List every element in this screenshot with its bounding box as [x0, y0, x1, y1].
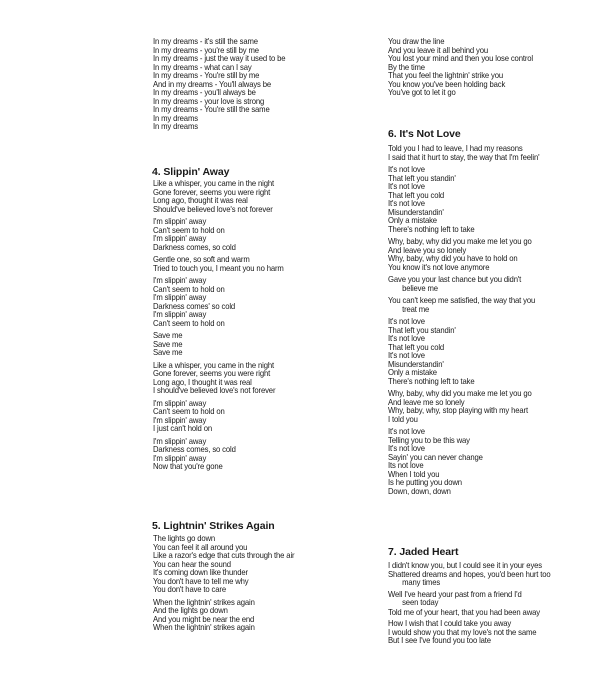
lyric-line: Save me	[153, 331, 183, 340]
stanza	[153, 438, 292, 472]
lyric-line: many times	[402, 578, 441, 587]
lyric-line: In my dreams - you'll always be	[153, 88, 256, 97]
lyric-line: Down, down, down	[388, 486, 451, 496]
stanza	[153, 362, 292, 396]
stanza	[388, 591, 561, 608]
lyric-line: Only a mistake	[388, 216, 437, 225]
lyric-line: Long ago, thought it was real	[153, 196, 248, 205]
lyric-line: Can't seem to hold on	[153, 284, 225, 294]
intro-lyrics	[388, 38, 542, 98]
lyric-line: Gave you your last chance but you didn't	[388, 275, 522, 284]
stanza	[153, 535, 303, 595]
lyric-line: Like a whisper, you came in the night	[153, 360, 274, 370]
lyric-line: And in my dreams - You'll always be	[153, 79, 272, 89]
stanza	[153, 38, 294, 132]
stanza	[388, 428, 549, 496]
lyric-line: You can feel it all around you	[153, 542, 248, 552]
lyric-line: treat me	[402, 304, 430, 314]
lyric-line: Save me	[153, 348, 183, 357]
stanza	[388, 609, 561, 618]
lyric-line: You've got to let it go	[388, 88, 456, 97]
lyric-line: Why, baby, why did you make me let you go	[388, 237, 532, 246]
song-5-lyrics	[153, 535, 303, 633]
lyric-line: Gone forever, seems you were right	[153, 369, 271, 378]
song-6-lyrics	[388, 145, 549, 496]
lyric-line: That left you standin'	[388, 173, 456, 183]
lyric-line: Darkness comes' so cold	[153, 301, 236, 311]
lyric-line: believe me	[402, 283, 438, 293]
song-4-block	[152, 166, 229, 178]
song-title: 4. Slippin' Away	[152, 166, 230, 178]
lyric-line: Told me of your heart, that you had been away	[388, 607, 540, 617]
lyric-line: That you feel the lightnin' strike you	[388, 71, 504, 80]
stanza	[153, 400, 292, 434]
stanza	[388, 238, 549, 272]
lyric-line: I'm slippin' away	[153, 398, 207, 408]
lyric-line: I said that it hurt to stay, the way that I'm feelin'	[388, 152, 540, 162]
lyric-line: The lights go down	[153, 534, 216, 543]
lyric-line: It's not love	[388, 182, 425, 191]
lyric-line: Like a whisper, you came in the night	[153, 179, 274, 188]
lyric-line: By the time	[388, 62, 425, 72]
lyric-line: You don't have to tell me why	[153, 576, 249, 586]
lyric-line: When the lightnin' strikes again	[153, 623, 255, 632]
lyric-line: I'm slippin' away	[153, 415, 207, 425]
lyric-line: In my dreams - what can I say	[153, 62, 252, 72]
stanza	[153, 218, 292, 252]
lyric-line: I should've believed love's not forever	[153, 386, 276, 395]
lyric-line: Like a razor's edge that cuts through the air	[153, 551, 295, 560]
song-title: 6. It's Not Love	[388, 128, 461, 140]
lyric-line: And leave you so lonely	[388, 245, 467, 255]
lyric-line: And you might be near the end	[153, 614, 255, 624]
song-5-block	[152, 520, 275, 532]
lyric-line: I would show you that my love's not the same	[388, 627, 537, 637]
stanza	[153, 599, 303, 633]
lyric-line: When the lightnin' strikes again	[153, 597, 255, 607]
lyric-line: It's not love	[388, 199, 425, 208]
lyric-line: Can't seem to hold on	[153, 225, 225, 235]
lyric-line: I told you	[388, 414, 418, 424]
lyric-line: I'm slippin' away	[153, 217, 207, 226]
stanza	[153, 277, 292, 328]
lyric-line: And the lights go down	[153, 606, 228, 615]
lyric-line: Darkness comes, so cold	[153, 242, 236, 252]
lyric-line: Why, baby, why did you have to hold on	[388, 254, 518, 263]
lyric-line: Is he putting you down	[388, 478, 462, 487]
lyric-line: It's coming down like thunder	[153, 568, 248, 577]
lyric-line: In my dreams - You're still the same	[153, 105, 270, 114]
lyric-line: You can't keep me satisfied, the way that you	[388, 296, 536, 305]
lyric-line: You can hear the sound	[153, 559, 231, 569]
lyric-line: Only a mistake	[388, 368, 437, 377]
lyric-line: In my dreams - just the way it used to be	[153, 54, 286, 63]
lyric-line: How I wish that I could take you away	[388, 619, 512, 628]
lyric-line: Save me	[153, 339, 183, 349]
lyric-line: Can't seem to hold on	[153, 407, 225, 416]
lyric-line: Darkness comes, so cold	[153, 445, 236, 454]
lyric-line: That left you standin'	[388, 325, 456, 335]
lyric-line: I'm slippin' away	[153, 310, 207, 319]
stanza	[388, 276, 549, 293]
lyric-line: And you leave it all behind you	[388, 45, 489, 55]
lyric-line: Should've believed love's not forever	[153, 204, 273, 214]
lyric-line: Now that you're gone	[153, 462, 223, 471]
lyric-line: You lost your mind and then you lose control	[388, 54, 533, 63]
song-7-block	[388, 546, 458, 558]
song-7-lyrics	[388, 562, 561, 646]
lyric-line: Can't seem to hold on	[153, 318, 225, 328]
lyric-line: It's not love	[388, 334, 425, 343]
lyric-line: Sayin' you can never change	[388, 452, 483, 462]
lyric-line: Why, baby, why did you make me let you go	[388, 389, 532, 398]
lyric-line: I'm slippin' away	[153, 234, 207, 243]
lyric-line: I didn't know you, but I could see it in your eyes	[388, 561, 542, 570]
lyric-line: Misunderstandin'	[388, 207, 444, 217]
stanza	[153, 256, 292, 273]
stanza	[388, 297, 549, 314]
lyric-line: In my dreams - your love is strong	[153, 96, 265, 106]
intro-lyrics	[153, 38, 294, 132]
stanza	[388, 38, 542, 98]
stanza	[153, 332, 292, 358]
lyric-line: Gone forever, seems you were right	[153, 187, 271, 197]
lyric-line: Misunderstandin'	[388, 359, 444, 369]
stanza	[388, 390, 549, 424]
lyric-line: There's nothing left to take	[388, 224, 475, 234]
stanza	[388, 145, 549, 162]
song-title: 7. Jaded Heart	[388, 546, 459, 558]
lyric-line: In my dreams	[153, 113, 198, 123]
lyric-line: And leave me so lonely	[388, 397, 465, 407]
lyric-line: There's nothing left to take	[388, 376, 475, 386]
lyric-line: Telling you to be this way	[388, 435, 470, 445]
lyric-line: I'm slippin' away	[153, 293, 207, 302]
stanza	[153, 180, 292, 214]
stanza	[388, 562, 561, 588]
lyric-line: Its not love	[388, 461, 424, 470]
lyric-line: In my dreams - it's still the same	[153, 37, 258, 46]
lyric-line: You don't have to care	[153, 585, 226, 594]
lyric-line: It's not love	[388, 444, 425, 453]
lyric-line: That left you cold	[388, 190, 445, 200]
lyric-line: I just can't hold on	[153, 424, 212, 433]
lyric-line: It's not love	[388, 427, 425, 436]
lyric-line: But I see I've found you too late	[388, 636, 491, 645]
lyric-line: Shattered dreams and hopes, you'd been hurt too	[388, 569, 551, 579]
lyric-line: You know you've been holding back	[388, 79, 506, 89]
lyric-line: Well I've heard your past from a friend I'd	[388, 589, 522, 599]
lyric-line: I'm slippin' away	[153, 436, 207, 446]
lyric-line: I'm slippin' away	[153, 453, 207, 463]
lyric-line: It's not love	[388, 317, 425, 326]
lyric-line: That left you cold	[388, 342, 445, 352]
lyric-line: In my dreams	[153, 122, 198, 131]
lyric-line: In my dreams - You're still by me	[153, 71, 260, 80]
song-6-block	[388, 128, 461, 140]
lyric-line: You know it's not love anymore	[388, 262, 490, 272]
lyric-line: You draw the line	[388, 37, 445, 46]
lyric-line: seen today	[402, 598, 439, 607]
stanza	[388, 620, 561, 646]
lyric-line: When I told you	[388, 469, 440, 479]
lyric-line: It's not love	[388, 351, 425, 360]
song-4-lyrics	[153, 180, 292, 472]
lyric-line: In my dreams - you're still by me	[153, 45, 259, 55]
lyric-line: It's not love	[388, 165, 425, 174]
lyric-line: Long ago, I thought it was real	[153, 377, 252, 387]
stanza	[388, 318, 549, 386]
lyric-line: I'm slippin' away	[153, 276, 207, 285]
lyric-line: Told you I had to leave, I had my reasons	[388, 144, 523, 153]
lyric-line: Gentle one, so soft and warm	[153, 255, 250, 264]
song-title: 5. Lightnin' Strikes Again	[152, 520, 275, 532]
lyric-line: Why, baby, why, stop playing with my heart	[388, 406, 528, 415]
stanza	[388, 166, 549, 234]
lyric-line: Tried to touch you, I meant you no harm	[153, 263, 284, 273]
